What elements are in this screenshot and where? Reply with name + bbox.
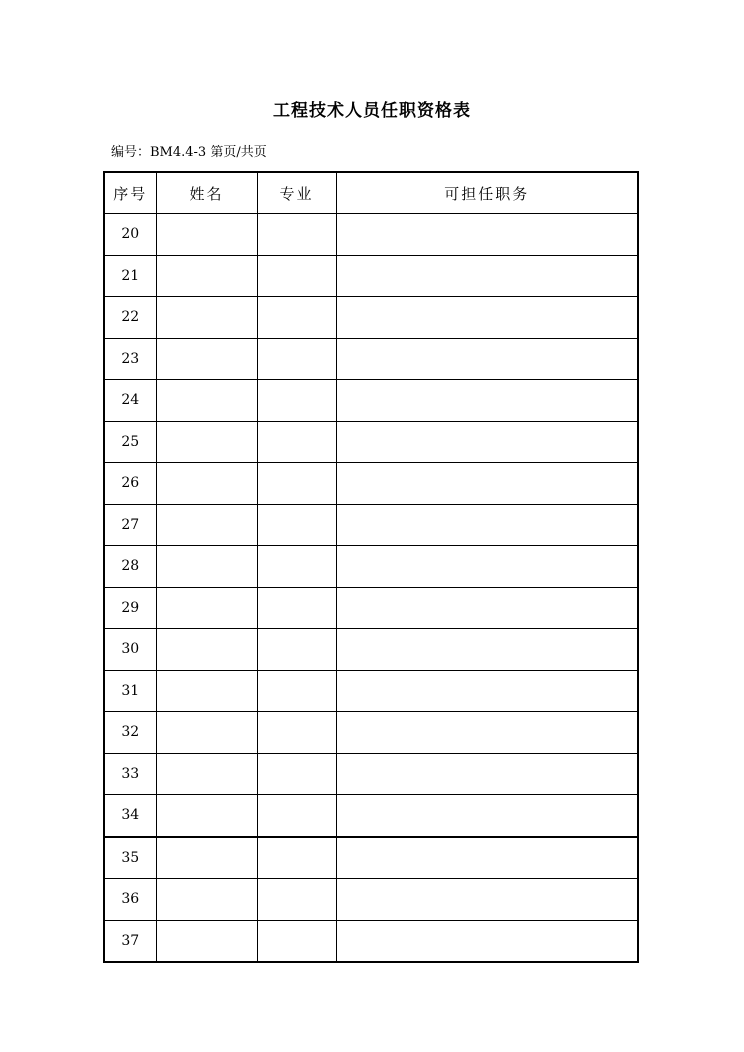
cell-name (156, 837, 257, 879)
cell-name (156, 587, 257, 629)
table-row (104, 255, 638, 297)
cell-serial-number: 37 (104, 920, 156, 962)
cell-major (257, 297, 336, 339)
cell-name (156, 214, 257, 256)
table-row (104, 753, 638, 795)
cell-eligible-position (336, 297, 638, 339)
page-title: 工程技术人员任职资格表 (273, 101, 471, 121)
cell-eligible-position (336, 255, 638, 297)
table-row (104, 214, 638, 256)
cell-major (257, 421, 336, 463)
cell-major (257, 587, 336, 629)
cell-serial-number: 25 (104, 421, 156, 463)
cell-name (156, 421, 257, 463)
cell-name (156, 546, 257, 588)
table-row (104, 338, 638, 380)
cell-name (156, 712, 257, 754)
table-row (104, 920, 638, 962)
cell-serial-number: 29 (104, 587, 156, 629)
header-eligible-position: 可担任职务 (336, 172, 638, 214)
header-name: 姓名 (156, 172, 257, 214)
cell-eligible-position (336, 879, 638, 921)
cell-serial-number: 26 (104, 463, 156, 505)
table-row (104, 837, 638, 879)
cell-eligible-position (336, 380, 638, 422)
cell-name (156, 795, 257, 837)
cell-eligible-position (336, 712, 638, 754)
cell-serial-number: 24 (104, 380, 156, 422)
cell-name (156, 380, 257, 422)
cell-major (257, 629, 336, 671)
header-major: 专业 (257, 172, 336, 214)
cell-serial-number: 23 (104, 338, 156, 380)
cell-name (156, 504, 257, 546)
cell-eligible-position (336, 670, 638, 712)
cell-eligible-position (336, 837, 638, 879)
cell-major (257, 380, 336, 422)
cell-major (257, 753, 336, 795)
cell-name (156, 629, 257, 671)
cell-major (257, 712, 336, 754)
header-serial-number: 序号 (104, 172, 156, 214)
cell-eligible-position (336, 214, 638, 256)
cell-major (257, 837, 336, 879)
cell-eligible-position (336, 629, 638, 671)
table-row (104, 879, 638, 921)
cell-eligible-position (336, 587, 638, 629)
table-row (104, 421, 638, 463)
cell-name (156, 753, 257, 795)
cell-name (156, 463, 257, 505)
cell-name (156, 338, 257, 380)
cell-major (257, 214, 336, 256)
cell-major (257, 879, 336, 921)
table-header-row (104, 172, 638, 214)
cell-serial-number: 20 (104, 214, 156, 256)
cell-serial-number: 22 (104, 297, 156, 339)
cell-name (156, 670, 257, 712)
cell-name (156, 297, 257, 339)
cell-major (257, 255, 336, 297)
cell-eligible-position (336, 795, 638, 837)
cell-serial-number: 35 (104, 837, 156, 879)
document-code: 编号：BM4.4-3 第页/共页 (111, 145, 267, 160)
cell-major (257, 338, 336, 380)
cell-major (257, 670, 336, 712)
cell-eligible-position (336, 338, 638, 380)
cell-serial-number: 27 (104, 504, 156, 546)
table-body (104, 214, 638, 963)
cell-serial-number: 21 (104, 255, 156, 297)
table-row (104, 297, 638, 339)
table-row (104, 587, 638, 629)
table-row (104, 504, 638, 546)
cell-major (257, 504, 336, 546)
cell-serial-number: 32 (104, 712, 156, 754)
qualification-table (103, 171, 639, 963)
table-row (104, 670, 638, 712)
cell-serial-number: 33 (104, 753, 156, 795)
table-row (104, 795, 638, 837)
cell-major (257, 795, 336, 837)
cell-name (156, 879, 257, 921)
cell-eligible-position (336, 753, 638, 795)
cell-eligible-position (336, 504, 638, 546)
table-row (104, 546, 638, 588)
cell-eligible-position (336, 546, 638, 588)
cell-serial-number: 34 (104, 795, 156, 837)
cell-major (257, 463, 336, 505)
cell-eligible-position (336, 920, 638, 962)
cell-serial-number: 30 (104, 629, 156, 671)
cell-serial-number: 28 (104, 546, 156, 588)
table-row (104, 629, 638, 671)
cell-eligible-position (336, 463, 638, 505)
cell-serial-number: 36 (104, 879, 156, 921)
cell-major (257, 546, 336, 588)
cell-name (156, 920, 257, 962)
cell-eligible-position (336, 421, 638, 463)
table-row (104, 380, 638, 422)
cell-name (156, 255, 257, 297)
cell-major (257, 920, 336, 962)
table-row (104, 712, 638, 754)
table-row (104, 463, 638, 505)
cell-serial-number: 31 (104, 670, 156, 712)
